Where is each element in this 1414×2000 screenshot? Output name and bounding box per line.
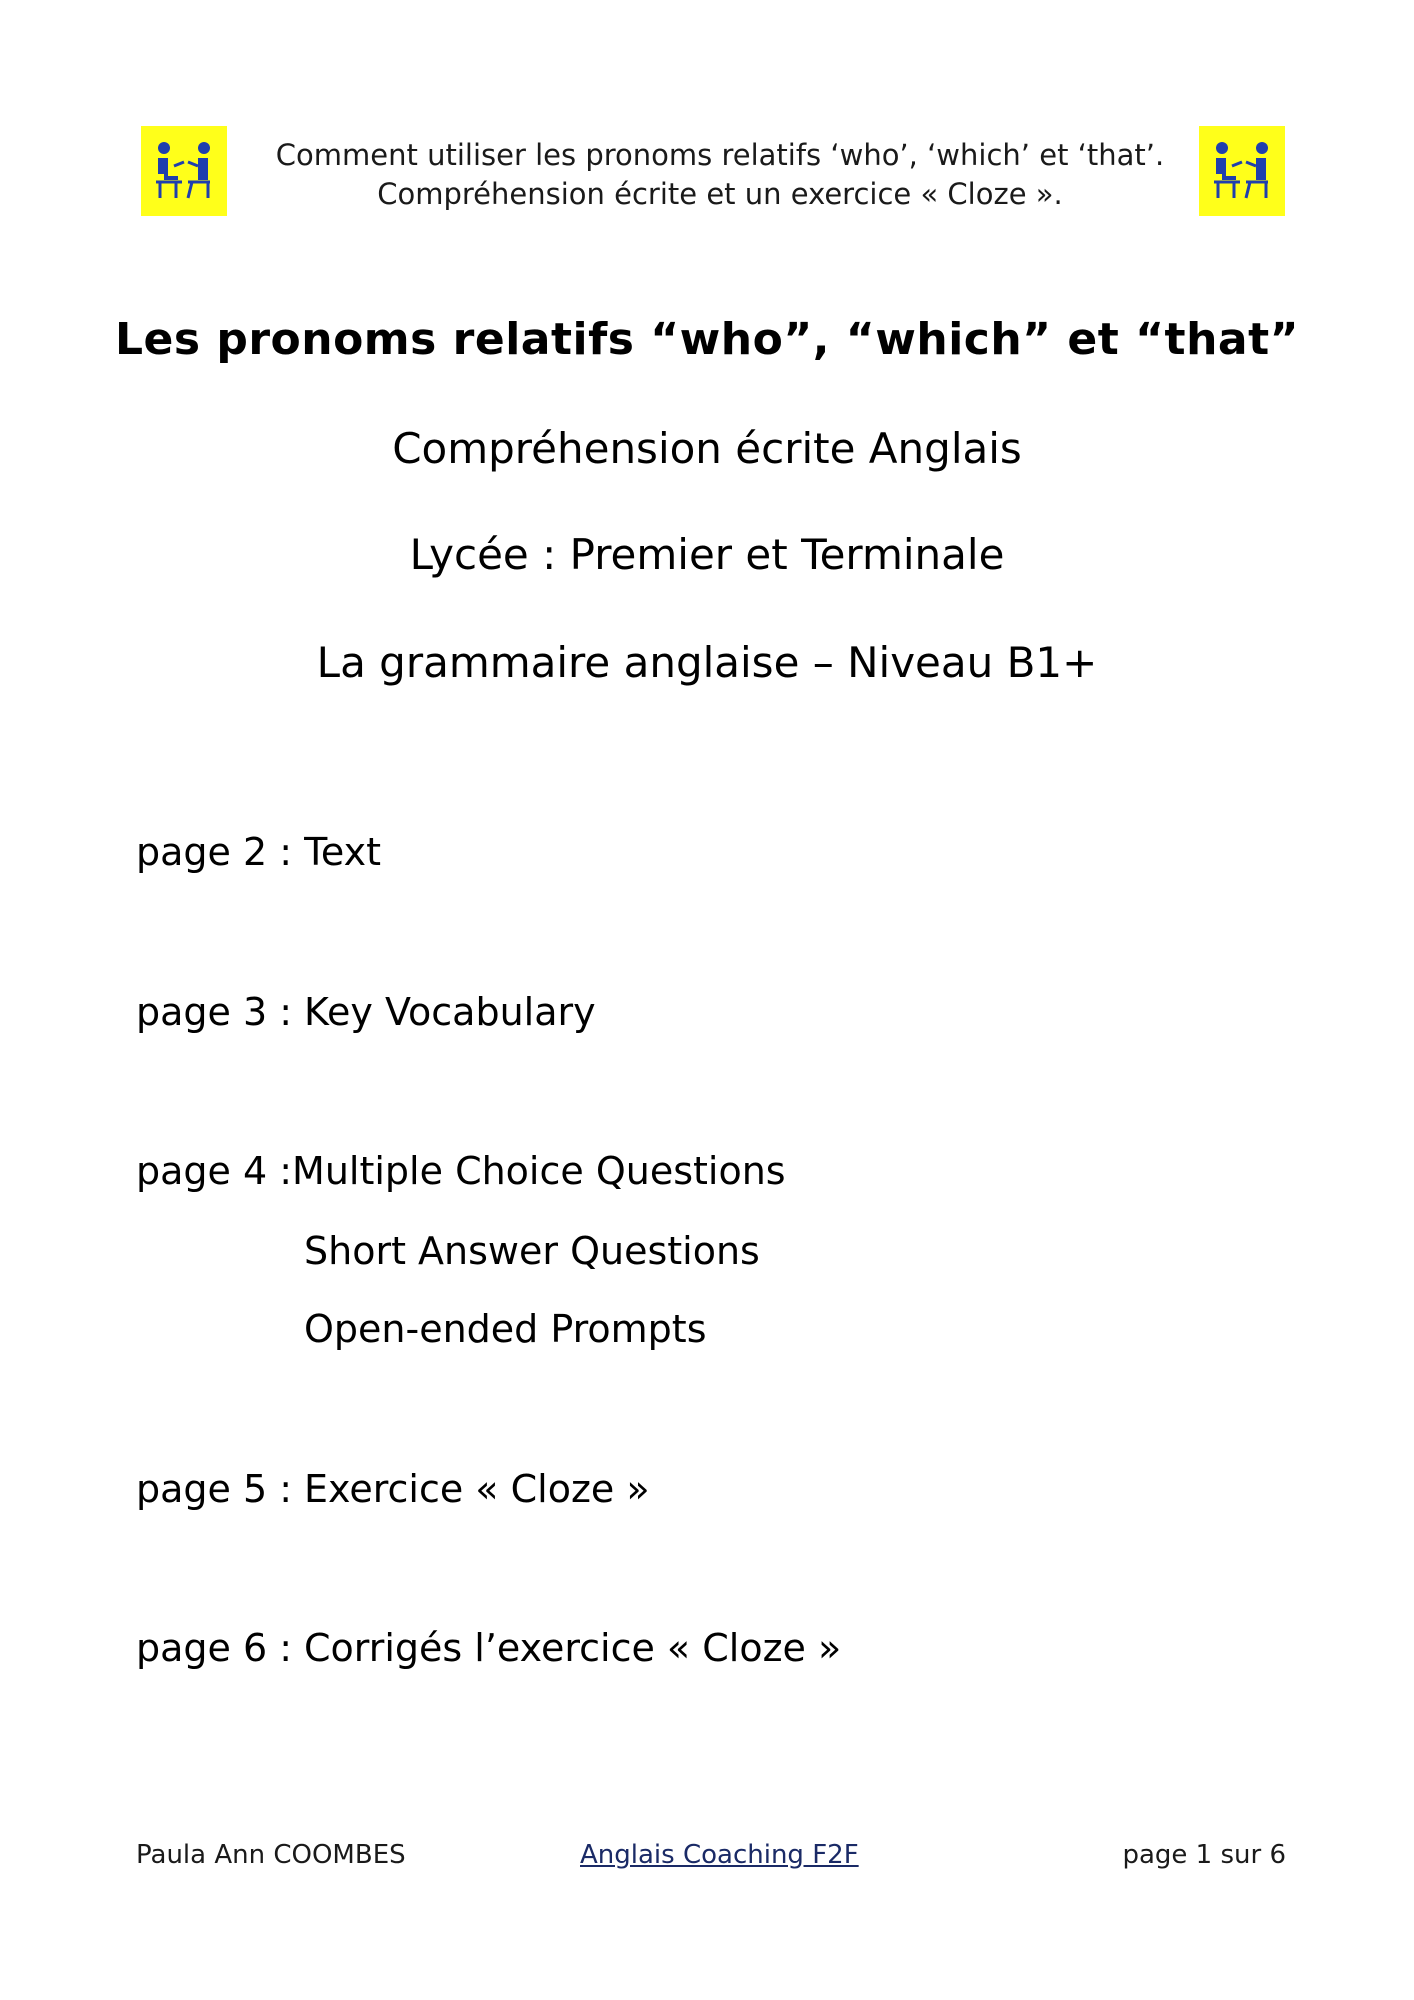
toc-label: Exercice « Cloze » (304, 1467, 650, 1511)
logo-left (141, 126, 227, 216)
toc-page-ref: page 6 : (136, 1626, 293, 1670)
two-people-talking-icon (146, 136, 222, 206)
subtitle-grammar: La grammaire anglaise – Niveau B1+ (316, 638, 1098, 687)
footer-link[interactable]: Anglais Coaching F2F (580, 1840, 859, 1870)
toc-label: Open-ended Prompts (304, 1307, 707, 1351)
footer-author: Paula Ann COOMBES (136, 1840, 406, 1870)
page-title: Les pronoms relatifs “who”, “which” et “that” (114, 314, 1300, 365)
header-line-1: Comment utiliser les pronoms relatifs ‘who’, ‘which’ et ‘that’. (275, 138, 1165, 172)
footer-page-number: page 1 sur 6 (1122, 1840, 1286, 1870)
header-line-2: Compréhension écrite et un exercice « Cloze ». (377, 177, 1063, 211)
toc-label: Corrigés l’exercice « Cloze » (304, 1626, 842, 1670)
logo-right (1199, 126, 1285, 216)
header-text (250, 136, 1190, 214)
subtitle-level: Lycée : Premier et Terminale (409, 530, 1005, 579)
toc-page-ref: page 3 : (136, 990, 293, 1034)
toc-label: Short Answer Questions (304, 1229, 760, 1273)
toc-page-ref: page 2 : Text (136, 830, 381, 874)
toc-page-ref: page 4 :Multiple Choice Questions (136, 1149, 786, 1193)
toc-label: Key Vocabulary (304, 990, 596, 1034)
two-people-talking-icon (1204, 136, 1280, 206)
toc-page-ref: page 5 : (136, 1467, 293, 1511)
subtitle-comprehension: Compréhension écrite Anglais (392, 424, 1022, 473)
